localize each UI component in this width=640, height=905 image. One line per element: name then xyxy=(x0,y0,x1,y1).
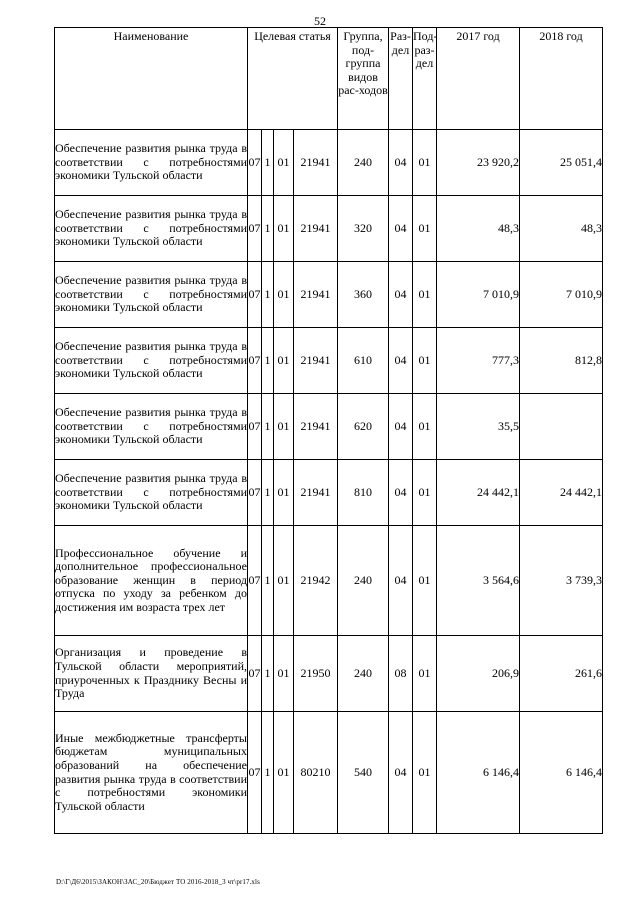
section-cell: 04 xyxy=(389,394,413,460)
table-row xyxy=(55,712,603,834)
header-row xyxy=(55,28,603,130)
section-cell: 04 xyxy=(389,328,413,394)
row-name: Обеспечение развития рынка труда в соответствии с потребностями экономики Тульской области xyxy=(55,328,248,394)
target-article-main-event: 01 xyxy=(274,394,294,460)
section-cell: 08 xyxy=(389,636,413,712)
expense-group-cell: 240 xyxy=(338,636,389,712)
header-2018: 2018 год xyxy=(520,28,603,130)
budget-table xyxy=(54,27,603,834)
target-article-program: 07 xyxy=(248,712,262,834)
amount-2018-cell: 24 442,1 xyxy=(520,460,603,526)
file-path-footer: D:\Г\Д6\2015\ЗАКОН\ЗАС_20\Бюджет ТО 2016-2018_3 чт\pr17.xls xyxy=(56,878,260,886)
header-target-article: Целевая статья xyxy=(248,28,338,130)
target-article-program: 07 xyxy=(248,328,262,394)
expense-group-cell: 810 xyxy=(338,460,389,526)
row-name: Иные межбюджетные трансферты бюджетам муниципальных образований на обеспечение развития рынка труда в соответствии с потребностями экономики Тульской области xyxy=(55,712,248,834)
expense-group-cell: 320 xyxy=(338,196,389,262)
target-article-main-event: 01 xyxy=(274,712,294,834)
target-article-main-event: 01 xyxy=(274,328,294,394)
target-article-subprogram: 1 xyxy=(262,328,274,394)
target-article-program: 07 xyxy=(248,196,262,262)
target-article-direction: 80210 xyxy=(294,712,338,834)
table-row xyxy=(55,130,603,196)
target-article-subprogram: 1 xyxy=(262,526,274,636)
subsection-cell: 01 xyxy=(413,196,437,262)
expense-group-cell: 240 xyxy=(338,526,389,636)
row-name: Обеспечение развития рынка труда в соответствии с потребностями экономики Тульской области xyxy=(55,262,248,328)
table-row xyxy=(55,460,603,526)
row-name: Обеспечение развития рынка труда в соответствии с потребностями экономики Тульской области xyxy=(55,196,248,262)
amount-2017-cell: 6 146,4 xyxy=(437,712,520,834)
amount-2017-cell: 3 564,6 xyxy=(437,526,520,636)
target-article-program: 07 xyxy=(248,460,262,526)
target-article-program: 07 xyxy=(248,636,262,712)
amount-2017-cell: 777,3 xyxy=(437,328,520,394)
target-article-direction: 21950 xyxy=(294,636,338,712)
subsection-cell: 01 xyxy=(413,460,437,526)
amount-2017-cell: 206,9 xyxy=(437,636,520,712)
target-article-program: 07 xyxy=(248,262,262,328)
row-name: Обеспечение развития рынка труда в соответствии с потребностями экономики Тульской области xyxy=(55,394,248,460)
target-article-subprogram: 1 xyxy=(262,394,274,460)
amount-2017-cell: 48,3 xyxy=(437,196,520,262)
amount-2017-cell: 7 010,9 xyxy=(437,262,520,328)
expense-group-cell: 360 xyxy=(338,262,389,328)
row-name: Профессиональное обучение и дополнительное профессиональное образование женщин в период отпуска по уходу за ребенком до достижения им возраста трех лет xyxy=(55,526,248,636)
amount-2017-cell: 35,5 xyxy=(437,394,520,460)
table-row xyxy=(55,328,603,394)
amount-2018-cell: 6 146,4 xyxy=(520,712,603,834)
amount-2018-cell: 25 051,4 xyxy=(520,130,603,196)
target-article-direction: 21941 xyxy=(294,196,338,262)
target-article-direction: 21941 xyxy=(294,262,338,328)
subsection-cell: 01 xyxy=(413,262,437,328)
section-cell: 04 xyxy=(389,712,413,834)
expense-group-cell: 540 xyxy=(338,712,389,834)
row-name: Организация и проведение в Тульской области мероприятий, приуроченных к Празднику Весны и Труда xyxy=(55,636,248,712)
section-cell: 04 xyxy=(389,526,413,636)
section-cell: 04 xyxy=(389,460,413,526)
target-article-subprogram: 1 xyxy=(262,636,274,712)
page-number: 52 xyxy=(314,14,326,28)
target-article-subprogram: 1 xyxy=(262,712,274,834)
target-article-subprogram: 1 xyxy=(262,262,274,328)
subsection-cell: 01 xyxy=(413,328,437,394)
target-article-subprogram: 1 xyxy=(262,130,274,196)
expense-group-cell: 610 xyxy=(338,328,389,394)
target-article-direction: 21942 xyxy=(294,526,338,636)
subsection-cell: 01 xyxy=(413,394,437,460)
amount-2018-cell: 3 739,3 xyxy=(520,526,603,636)
table-row xyxy=(55,526,603,636)
target-article-direction: 21941 xyxy=(294,130,338,196)
target-article-main-event: 01 xyxy=(274,196,294,262)
target-article-subprogram: 1 xyxy=(262,460,274,526)
table-row xyxy=(55,636,603,712)
amount-2018-cell: 812,8 xyxy=(520,328,603,394)
section-cell: 04 xyxy=(389,130,413,196)
target-article-main-event: 01 xyxy=(274,460,294,526)
target-article-program: 07 xyxy=(248,526,262,636)
amount-2018-cell: 7 010,9 xyxy=(520,262,603,328)
table-row xyxy=(55,262,603,328)
amount-2017-cell: 23 920,2 xyxy=(437,130,520,196)
subsection-cell: 01 xyxy=(413,526,437,636)
subsection-cell: 01 xyxy=(413,712,437,834)
target-article-main-event: 01 xyxy=(274,526,294,636)
table-row xyxy=(55,196,603,262)
subsection-cell: 01 xyxy=(413,636,437,712)
row-name: Обеспечение развития рынка труда в соответствии с потребностями экономики Тульской области xyxy=(55,130,248,196)
target-article-direction: 21941 xyxy=(294,460,338,526)
target-article-program: 07 xyxy=(248,394,262,460)
row-name: Обеспечение развития рынка труда в соответствии с потребностями экономики Тульской области xyxy=(55,460,248,526)
table-row xyxy=(55,394,603,460)
expense-group-cell: 240 xyxy=(338,130,389,196)
section-cell: 04 xyxy=(389,262,413,328)
header-subsection: Под-раз-дел xyxy=(413,28,437,130)
header-expense-group: Группа, под-группа видов рас-ходов xyxy=(338,28,389,130)
header-section: Раз-дел xyxy=(389,28,413,130)
amount-2018-cell: 261,6 xyxy=(520,636,603,712)
header-name: Наименование xyxy=(55,28,248,130)
amount-2018-cell xyxy=(520,394,603,460)
target-article-program: 07 xyxy=(248,130,262,196)
target-article-main-event: 01 xyxy=(274,262,294,328)
target-article-main-event: 01 xyxy=(274,130,294,196)
header-2017: 2017 год xyxy=(437,28,520,130)
amount-2018-cell: 48,3 xyxy=(520,196,603,262)
expense-group-cell: 620 xyxy=(338,394,389,460)
target-article-subprogram: 1 xyxy=(262,196,274,262)
target-article-direction: 21941 xyxy=(294,328,338,394)
section-cell: 04 xyxy=(389,196,413,262)
target-article-direction: 21941 xyxy=(294,394,338,460)
subsection-cell: 01 xyxy=(413,130,437,196)
amount-2017-cell: 24 442,1 xyxy=(437,460,520,526)
target-article-main-event: 01 xyxy=(274,636,294,712)
